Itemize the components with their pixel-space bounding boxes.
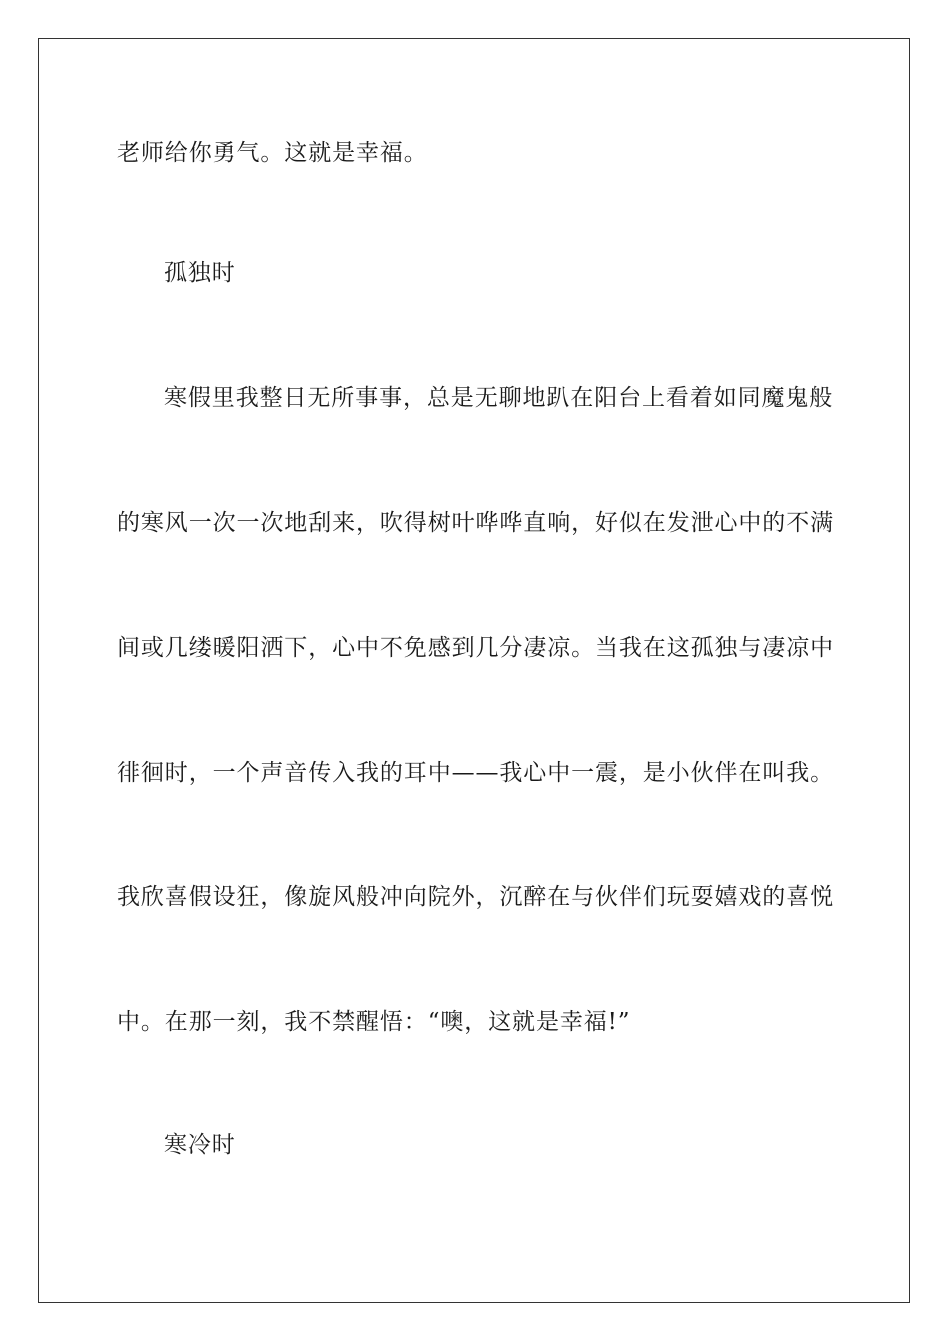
paragraph-line: 我欣喜假设狂，像旋风般冲向院外，沉醉在与伙伴们玩耍嬉戏的喜悦 (117, 884, 834, 910)
paragraph-line: 的寒风一次一次地刮来，吹得树叶哗哗直响，好似在发泄心中的不满 (117, 510, 834, 536)
section-heading: 寒冷时 (164, 1132, 236, 1158)
page-border (38, 38, 910, 1303)
section-heading: 孤独时 (164, 260, 236, 286)
paragraph-line: 徘徊时，一个声音传入我的耳中——我心中一震，是小伙伴在叫我。 (117, 760, 834, 786)
paragraph-line: 间或几缕暖阳洒下，心中不免感到几分凄凉。当我在这孤独与凄凉中 (117, 635, 834, 661)
paragraph-line: 中。在那一刻，我不禁醒悟：“噢，这就是幸福!” (117, 1009, 631, 1035)
paragraph-line: 老师给你勇气。这就是幸福。 (117, 140, 428, 166)
paragraph-line: 寒假里我整日无所事事，总是无聊地趴在阳台上看着如同魔鬼般 (164, 385, 834, 411)
